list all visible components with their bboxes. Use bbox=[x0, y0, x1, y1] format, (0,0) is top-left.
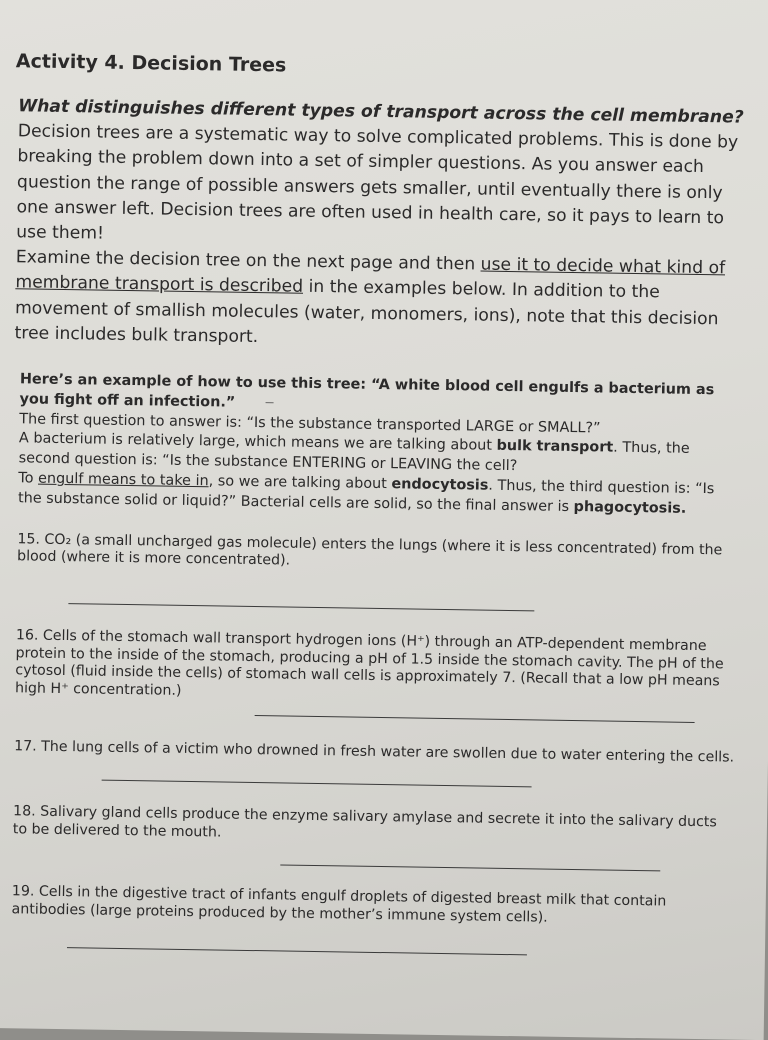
question-16: 16. Cells of the stomach wall transport hydrogen ions (H⁺) through an ATP-dependent membrane protein to the inside of the stomach, producing a pH of 1.5 inside the stomach cavity. The pH of the cytosol (fluid inside the cells) of stomach wall cells is approximately 7. (Recall that a low pH means high H⁺ concentration.) bbox=[14, 627, 724, 699]
intro-p2-end: in the examples below. In addition to the movement of smallish molecules (water, monomers, ions), note that this decision tree includes bulk transport. bbox=[14, 277, 719, 347]
example-section bbox=[18, 370, 742, 520]
pencil-mark bbox=[265, 402, 273, 403]
question-15: 15. CO₂ (a small uncharged gas molecule) enters the lungs (where it is less concentrated) from the blood (where it is more concentrated). bbox=[16, 530, 723, 569]
intro-section bbox=[14, 94, 746, 357]
example-line-2-start: A bacterium is relatively large, which means we are talking about bbox=[18, 430, 497, 455]
engulf-definition: engulf means to take in bbox=[37, 470, 209, 490]
intro-p2-underlined: use it to decide what kind of membrane transport is described bbox=[15, 254, 726, 298]
example-line-3-a: To bbox=[18, 470, 39, 487]
question-18: 18. Salivary gland cells produce the enzyme salivary amylase and secrete it into the salivary ducts to be delivered to the mouth. bbox=[12, 803, 717, 841]
bulk-transport-term: bulk transport bbox=[496, 438, 614, 457]
activity-title: Activity 4. Decision Trees bbox=[15, 50, 287, 77]
question-19: 19. Cells in the digestive tract of infants engulf droplets of digested breast milk that contain antibodies (large proteins produced by the mother’s immune system cells). bbox=[11, 883, 667, 926]
intro-paragraph-1: Decision trees are a systematic way to solve complicated problems. This is done by breaking the problem down into a set of simpler questions. As you answer each question the range of possible answers gets smaller, until eventually there is only one answer left. Decision trees are often used in health care, so it pays to learn to use them! bbox=[16, 121, 739, 244]
answer-line-15[interactable] bbox=[68, 604, 534, 612]
example-line-3-d: . Thus, the third question is: “Is the substance solid or liquid?” Bacterial cells are solid, so the final answer is bbox=[17, 477, 715, 515]
intro-paragraph-2 bbox=[14, 245, 743, 357]
example-line-3-b: , so we are talking about bbox=[208, 473, 392, 493]
endocytosis-term: endocytosis bbox=[391, 476, 489, 494]
intro-p2-start: Examine the decision tree on the next page and then bbox=[15, 247, 481, 275]
answer-line-16[interactable] bbox=[255, 715, 695, 723]
worksheet-content bbox=[11, 50, 747, 958]
intro-question: What distinguishes different types of transport across the cell membrane? bbox=[18, 96, 744, 128]
question-17: 17. The lung cells of a victim who drowned in fresh water are swollen due to water entering the cells. bbox=[14, 738, 735, 766]
answer-line-18[interactable] bbox=[280, 865, 660, 872]
example-line-1: The first question to answer is: “Is the substance transported LARGE or SMALL?” bbox=[19, 410, 601, 437]
answer-line-19[interactable] bbox=[67, 947, 527, 955]
example-heading-text: Here’s an example of how to use this tree: “A white blood cell engulfs a bacterium as you fight off an infection.” bbox=[19, 371, 715, 411]
answer-line-17[interactable] bbox=[102, 780, 532, 788]
phagocytosis-term: phagocytosis. bbox=[573, 498, 687, 517]
example-line-2-end: . Thus, the second question is: “Is the substance ENTERING or LEAVING the cell? bbox=[18, 440, 690, 475]
